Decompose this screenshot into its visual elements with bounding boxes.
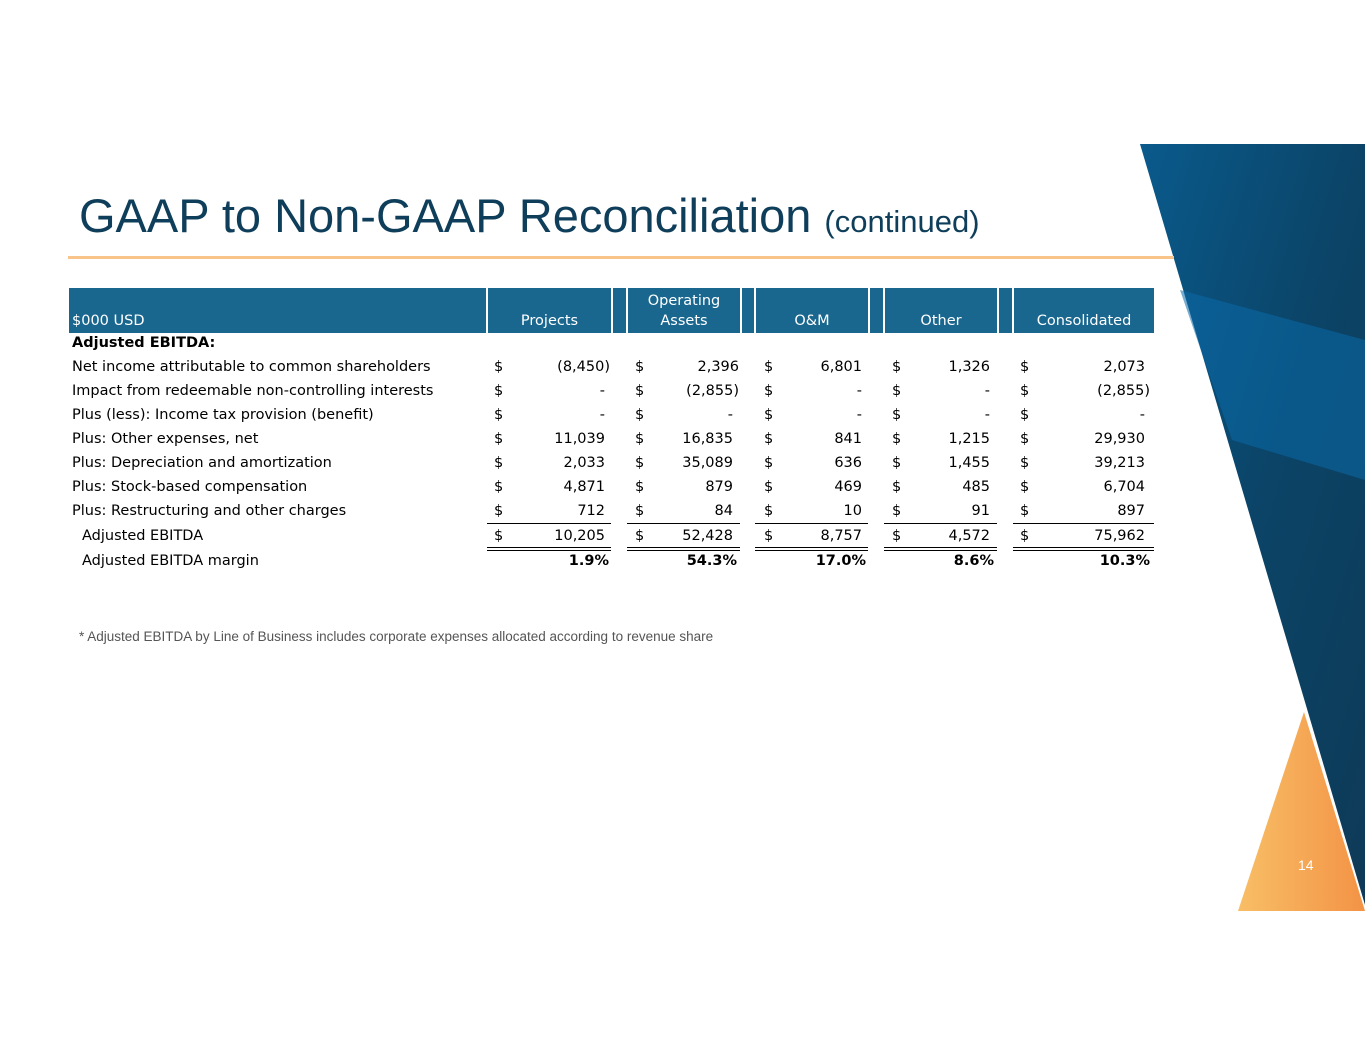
consolidated-value: 897 [1117, 503, 1145, 519]
other-value: 91 [971, 503, 990, 519]
projects-total: 10,205 [554, 528, 605, 544]
total-label: Adjusted EBITDA [82, 528, 204, 544]
margin-label: Adjusted EBITDA margin [82, 553, 259, 569]
currency-symbol: $ [764, 407, 774, 423]
header-label: $000 USD [72, 313, 145, 329]
other-total: 4,572 [948, 528, 990, 544]
consolidated-value: 2,073 [1103, 359, 1145, 375]
consolidated-value: (2,855) [1097, 383, 1150, 399]
header-spacer [613, 288, 626, 333]
currency-symbol: $ [494, 383, 504, 399]
row-label: Plus: Other expenses, net [72, 431, 259, 447]
currency-symbol: $ [1020, 383, 1030, 399]
currency-symbol: $ [494, 455, 504, 471]
operating-assets-value: 84 [714, 503, 733, 519]
row-label: Plus: Stock-based compensation [72, 479, 308, 495]
consolidated-value: 39,213 [1094, 455, 1145, 471]
projects-value: (8,450) [557, 359, 610, 375]
projects-value: 11,039 [554, 431, 605, 447]
om-value: 841 [834, 431, 862, 447]
total-double-rule [755, 547, 868, 548]
currency-symbol: $ [1020, 407, 1030, 423]
om-value: - [856, 383, 862, 399]
operating-assets-value: (2,855) [686, 383, 739, 399]
footnote: * Adjusted EBITDA by Line of Business includes corporate expenses allocated according to revenue share [79, 629, 714, 644]
currency-symbol: $ [892, 383, 902, 399]
currency-symbol: $ [1020, 528, 1030, 544]
currency-symbol: $ [635, 431, 645, 447]
total-double-rule [1013, 547, 1154, 548]
currency-symbol: $ [1020, 431, 1030, 447]
header-projects: Projects [520, 313, 579, 329]
table-row [69, 451, 1154, 475]
projects-margin: 1.9% [568, 553, 609, 569]
currency-symbol: $ [1020, 479, 1030, 495]
currency-symbol: $ [764, 503, 774, 519]
total-double-rule [884, 547, 997, 548]
om-value: - [856, 407, 862, 423]
operating-assets-margin: 54.3% [686, 553, 737, 569]
page-title [79, 188, 980, 244]
om-margin: 17.0% [815, 553, 866, 569]
header-spacer [870, 288, 883, 333]
other-margin: 8.6% [953, 553, 994, 569]
currency-symbol: $ [494, 479, 504, 495]
om-value: 469 [834, 479, 862, 495]
currency-symbol: $ [494, 503, 504, 519]
consolidated-total: 75,962 [1094, 528, 1145, 544]
operating-assets-value: - [727, 407, 733, 423]
title-main: GAAP to Non-GAAP Reconciliation [79, 189, 812, 242]
projects-value: - [599, 383, 605, 399]
currency-symbol: $ [764, 431, 774, 447]
row-label: Plus (less): Income tax provision (benefit) [72, 407, 374, 423]
header-label-cell [69, 288, 486, 333]
currency-symbol: $ [892, 431, 902, 447]
total-double-rule [487, 547, 611, 548]
other-value: - [984, 383, 990, 399]
section-label: Adjusted EBITDA: [72, 335, 216, 351]
consolidated-margin: 10.3% [1099, 553, 1150, 569]
currency-symbol: $ [892, 455, 902, 471]
currency-symbol: $ [892, 479, 902, 495]
currency-symbol: $ [635, 528, 645, 544]
currency-symbol: $ [764, 455, 774, 471]
currency-symbol: $ [1020, 503, 1030, 519]
header-consolidated: Consolidated [1036, 313, 1132, 329]
currency-symbol: $ [494, 359, 504, 375]
currency-symbol: $ [764, 479, 774, 495]
page-number: 14 [1298, 857, 1314, 873]
header-other: Other [920, 313, 962, 329]
total-double-rule [627, 547, 740, 548]
section-label-row [69, 331, 1154, 355]
operating-assets-value: 16,835 [682, 431, 733, 447]
projects-value: 4,871 [563, 479, 605, 495]
header-consolidated-cell [1014, 288, 1154, 333]
projects-value: 712 [577, 503, 605, 519]
currency-symbol: $ [764, 359, 774, 375]
currency-symbol: $ [892, 528, 902, 544]
header-om-cell [756, 288, 868, 333]
projects-value: 2,033 [563, 455, 605, 471]
other-value: - [984, 407, 990, 423]
row-label: Net income attributable to common shareholders [72, 359, 431, 375]
consolidated-value: 29,930 [1094, 431, 1145, 447]
currency-symbol: $ [635, 383, 645, 399]
title-underline [68, 256, 1174, 259]
header-operating-line2: Assets [660, 313, 708, 329]
other-value: 485 [962, 479, 990, 495]
row-label: Plus: Depreciation and amortization [72, 455, 332, 471]
currency-symbol: $ [764, 528, 774, 544]
currency-symbol: $ [635, 479, 645, 495]
header-projects-cell [488, 288, 611, 333]
currency-symbol: $ [892, 407, 902, 423]
om-value: 636 [834, 455, 862, 471]
currency-symbol: $ [892, 503, 902, 519]
header-other-cell [885, 288, 997, 333]
other-value: 1,455 [948, 455, 990, 471]
header-spacer [999, 288, 1012, 333]
currency-symbol: $ [494, 407, 504, 423]
margin-row [69, 549, 1154, 573]
operating-assets-total: 52,428 [682, 528, 733, 544]
other-value: 1,215 [948, 431, 990, 447]
row-label: Plus: Restructuring and other charges [72, 503, 347, 519]
currency-symbol: $ [635, 359, 645, 375]
operating-assets-value: 2,396 [697, 359, 739, 375]
currency-symbol: $ [1020, 455, 1030, 471]
currency-symbol: $ [635, 455, 645, 471]
currency-symbol: $ [494, 528, 504, 544]
operating-assets-value: 35,089 [682, 455, 733, 471]
currency-symbol: $ [635, 503, 645, 519]
total-row [69, 524, 1154, 548]
header-om: O&M [794, 313, 830, 329]
currency-symbol: $ [1020, 359, 1030, 375]
header-spacer [742, 288, 754, 333]
om-value: 6,801 [820, 359, 862, 375]
row-label: Impact from redeemable non-controlling interests [72, 383, 434, 399]
table-row [69, 475, 1154, 499]
header-operating-line1: Operating [647, 293, 721, 309]
table-row [69, 403, 1154, 427]
om-value: 10 [843, 503, 862, 519]
currency-symbol: $ [635, 407, 645, 423]
projects-value: - [599, 407, 605, 423]
title-suffix: (continued) [824, 204, 980, 239]
om-total: 8,757 [820, 528, 862, 544]
operating-assets-value: 879 [705, 479, 733, 495]
other-value: 1,326 [948, 359, 990, 375]
table-row [69, 355, 1154, 379]
table-row [69, 379, 1154, 403]
currency-symbol: $ [892, 359, 902, 375]
table-row [69, 427, 1154, 451]
consolidated-value: - [1139, 407, 1145, 423]
table-row [69, 499, 1154, 523]
currency-symbol: $ [764, 383, 774, 399]
consolidated-value: 6,704 [1103, 479, 1145, 495]
header-operating-cell [628, 288, 740, 333]
currency-symbol: $ [494, 431, 504, 447]
